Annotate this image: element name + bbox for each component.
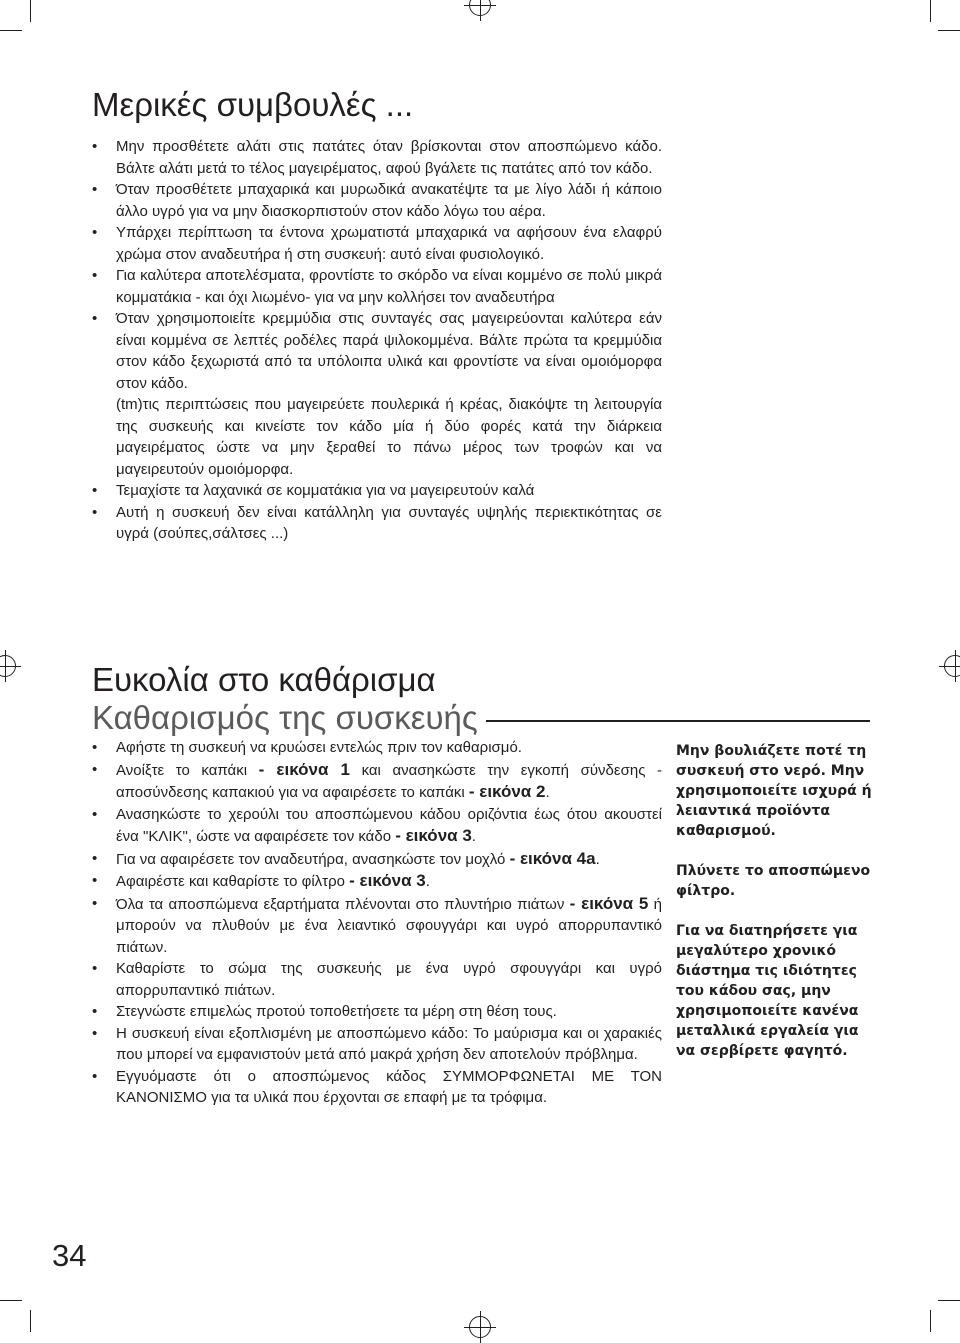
cleaning-subheading [92,700,870,736]
figure-reference: - εικόνα 2 [468,782,546,801]
list-item [92,737,662,759]
figure-reference: - εικόνα 4a [509,848,596,868]
list-item [92,958,662,1001]
sidebar-notes [676,741,876,1081]
list-item-text: ή μπορούν να πλυθούν με ένα λειαντικό σφουγγάρι και υγρό απορρυπαντικό πιάτων. [116,895,663,956]
crop-mark [30,1310,31,1332]
tips-heading: Μερικές συμβουλές ... [92,86,414,123]
sidebar-note: Πλύνετε το αποσπώμενο φίλτρο. [676,863,871,899]
list-item: • Για καλύτερα αποτελέσματα, φροντίστε το σκόρδο να είναι κομμένο σε πολύ μικρά κομματάκια - και όχι λιωμένο- για να μην κολλήσει τον αναδευτήρα [92,265,662,308]
list-item [92,1023,662,1066]
crop-mark [938,30,960,31]
list-item [92,1001,662,1023]
list-item-text: Αφήστε τη συσκευή να κρυώσει εντελώς πριν τον καθαρισμό. [116,739,522,756]
list-item [92,893,662,959]
crop-mark [930,1310,931,1332]
list-item: • Υπάρχει περίπτωση τα έντονα χρωματιστά μπαχαρικά να αφήσουν ένα ελαφρύ χρώμα στον αναδευτήρα ή στη συσκευή: αυτό είναι φυσιολογικό. [92,222,662,265]
list-item: • Τεμαχίστε τα λαχανικά σε κομματάκια για να μαγειρευτούν καλά [92,480,662,502]
tips-list [92,136,662,545]
list-item: • Μην προσθέτετε αλάτι στις πατάτες όταν βρίσκονται στον αποσπώμενο κάδο. Βάλτε αλάτι μετά το τέλος μαγειρέματος, αφού βγάλετε τις πατάτες από τον κάδο. [92,136,662,179]
list-item: (tm)τις περιπτώσεις που μαγειρεύετε πουλερικά ή κρέας, διακόψτε τη λειτουργία της συσκευής και κινείστε τον κάδο μία ή δύο φορές κατά την διάρκεια μαγειρέματος ώστε να μην ξεραθεί το πάνω μέρος των τροφών και να μαγειρευτούν ομοιόμορφα. [116,396,662,478]
sidebar-note: Μην βουλιάζετε ποτέ τη συσκευή στο νερό. Μην χρησιμοποιείτε ισχυρά ή λειαντικά προϊόντα καθαρισμού. [676,743,872,839]
list-item-text: Ανοίξτε το καπάκι [116,761,259,779]
figure-reference: - εικόνα 1 [258,759,350,779]
figure-reference: - εικόνα 3 [395,826,472,845]
list-item-text: Όλα τα αποσπώμενα εξαρτήματα πλένονται στο πλυντήριο πιάτων [116,895,570,913]
page-number: 34 [52,1238,87,1273]
list-item-text: . [595,850,600,868]
list-item-text: Καθαρίστε το σώμα της συσκευής με ένα υγρό σφουγγάρι και υγρό απορρυπαντικό πιάτων. [116,960,662,999]
crop-mark [930,0,931,22]
list-item-text: Η συσκευή είναι εξοπλισμένη με αποσπώμενο κάδο: Το μαύρισμα και οι χαρακιές που μπορεί να εμφανιστούν μετά από μακρά χρήση δεν αποτελούν πρόβλημα. [116,1024,662,1063]
list-item [92,804,662,848]
list-item-text: Εγγυόμαστε ότι ο αποσπώμενος κάδος ΣΥΜΜΟΡΦΩΝΕΤΑΙ ΜΕ ΤΟΝ ΚΑΝΟΝΙΣΜΟ για τα υλικά που έρχονται σε επαφή με τα τρόφιμα. [116,1067,662,1106]
list-item-text: . [545,784,550,801]
list-item-text: και ανασηκώστε την εγκοπή σύνδεσης - αποσύνδεσης καπακιού για να αφαιρέσετε το καπάκι [116,761,662,801]
list-item-text: . [471,828,476,845]
list-item [92,848,662,871]
list-item: • Όταν προσθέτετε μπαχαρικά και μυρωδικά ανακατέψτε τα με λίγο λάδι ή κάποιο άλλο υγρό για να μην διασκορπιστούν στον κάδο λόγω του αέρα. [92,179,662,222]
list-item: • Αυτή η συσκευή δεν είναι κατάλληλη για συνταγές υψηλής περιεκτικότητας σε υγρά (σούπες,σάλτσες ...) [92,502,662,545]
cleaning-heading: Ευκολία στο καθάρισμα [92,661,436,698]
figure-reference: - εικόνα 3 [349,871,426,890]
list-item: • Όταν χρησιμοποιείτε κρεμμύδια στις συνταγές σας μαγειρεύονται καλύτερα εάν είναι κομμένα σε λεπτές ροδέλες παρά ψιλοκομμένα. Βάλτε πρώτα τα κρεμμύδια στον κάδο ξεχωριστά από τα υπόλοιπα υλικά και φροντίστε να είναι ομοιόμορφα στον κάδο. [92,308,662,394]
crop-mark [30,0,31,22]
list-item [92,759,662,804]
registration-mark-icon [944,655,960,677]
registration-mark-icon [469,0,491,16]
figure-reference: - εικόνα 5 [569,893,649,913]
cleaning-subheading-text: Καθαρισμός της συσκευής [92,699,478,736]
list-item-text: Στεγνώστε επιμελώς προτού τοποθετήσετε τα μέρη στη θέση τους. [116,1003,557,1020]
list-item-text: . [425,873,430,890]
crop-mark [0,30,22,31]
list-item [92,870,662,893]
cleaning-list [92,737,662,1109]
list-item-text: Αφαιρέστε και καθαρίστε το φίλτρο [116,873,350,890]
crop-mark [0,1300,22,1301]
list-item-text: Ανασηκώστε το χερούλι του αποσπώμενου κάδου οριζόντια έως ότου ακουστεί ένα "ΚΛΙΚ", ώστε να αφαιρέσετε τον κάδο [116,805,662,845]
sidebar-note: Για να διατηρήσετε για μεγαλύτερο χρονικό διάστημα τις ιδιότητες του κάδου σας, μην χρησιμοποιείτε κανένα μεταλλικά εργαλεία για να σερβίρετε φαγητό. [676,923,859,1059]
list-item [92,1066,662,1109]
subheading-rule [486,720,870,722]
registration-mark-icon [0,655,16,677]
crop-mark [938,1300,960,1301]
registration-mark-icon [469,1316,491,1338]
list-item-text: Για να αφαιρέσετε τον αναδευτήρα, ανασηκώστε τον μοχλό [116,850,510,868]
